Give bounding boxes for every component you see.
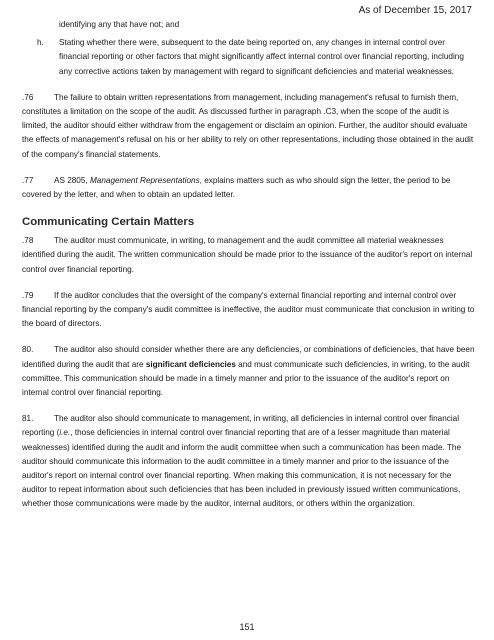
paragraph-text: The auditor also should consider whether there are any deficiencies, or combinations of deficiencies, that have been identified during the audit that are bbox=[22, 345, 475, 369]
paragraph-77 bbox=[22, 174, 476, 202]
paragraph-number: 80. bbox=[22, 345, 34, 355]
list-item-h bbox=[22, 36, 476, 79]
abbreviation: i.e. bbox=[59, 428, 71, 438]
standard-title: Management Representations bbox=[89, 175, 200, 185]
paragraph-number: .77 bbox=[22, 175, 34, 185]
intro-continuation: identifying any that have not; and bbox=[59, 20, 180, 29]
paragraph-number: .79 bbox=[22, 290, 34, 300]
list-item-text: Stating whether there were, subsequent to the date being reported on, any changes in internal control over financial reporting or other factors that might significantly affect internal control over financial reporting, including any corrective actions taken by management with regard to significant deficiencies and material weaknesses. bbox=[59, 38, 464, 76]
page-content bbox=[22, 18, 476, 512]
list-marker: h. bbox=[37, 38, 44, 48]
paragraph-76 bbox=[22, 91, 476, 162]
paragraph-text-cont: and must communicate such deficiencies, in writing, to the audit committee. This communication should be made in a timely manner and prior to the issuance of the auditor's report on internal control over financial reporting. bbox=[22, 359, 470, 398]
paragraph-text: AS 2805, bbox=[54, 175, 90, 185]
paragraph-81 bbox=[22, 412, 476, 511]
page-number: 151 bbox=[239, 622, 255, 632]
paragraph-text: The failure to obtain written representations from management, including management's refusal to furnish them, constitutes a limitation on the scope of the audit. As discussed further in paragraph .C3, when the scope of the audit is limited, the auditor should either withdraw from the engagement or disclaim an opinion. Further, the auditor should evaluate the effects of management's refusal on his or her ability to rely on other representations, including those obtained in the audit of the company's financial statements. bbox=[22, 92, 474, 159]
paragraph-text: The auditor must communicate, in writing, to management and the audit committee all material weaknesses identified during the audit. The written communication should be made prior to the issuance of the auditor's report on internal control over financial reporting. bbox=[22, 236, 473, 274]
header-date: As of December 15, 2017 bbox=[358, 5, 472, 16]
paragraph-text-cont: , those deficiencies in internal control over financial reporting that are of a lesser magnitude than material weaknesses) identified during the audit and inform the audit committee when such a communication has been made. The auditor should communicate this information to the audit committee in a timely manner and prior to the issuance of the auditor's report on internal control over financial reporting. When making this communication, it is not necessary for the auditor to repeat information about such deficiencies that has been included in previously issued written communications, whether those communications were made by the auditor, internal auditors, or others within the organization. bbox=[22, 428, 462, 509]
paragraph-78 bbox=[22, 234, 476, 277]
paragraph-number: .78 bbox=[22, 236, 34, 246]
section-heading: Communicating Certain Matters bbox=[22, 216, 195, 229]
paragraph-number: 81. bbox=[22, 414, 34, 424]
emphasized-term: significant deficiencies bbox=[145, 359, 236, 369]
paragraph-79 bbox=[22, 289, 476, 332]
paragraph-number: .76 bbox=[22, 92, 34, 102]
paragraph-80 bbox=[22, 343, 476, 400]
paragraph-text: The auditor also should communicate to management, in writing, all deficiencies in internal control over financial reporting ( bbox=[22, 414, 460, 438]
paragraph-text: If the auditor concludes that the oversight of the company's external financial reporting and internal control over financial reporting by the company's audit committee is ineffective, the auditor must communicate that conclusion in writing to the board of directors. bbox=[22, 290, 475, 329]
paragraph-text-cont: , explains matters such as who should sign the letter, the period to be covered by the letter, and when to obtain an updated letter. bbox=[22, 175, 451, 200]
